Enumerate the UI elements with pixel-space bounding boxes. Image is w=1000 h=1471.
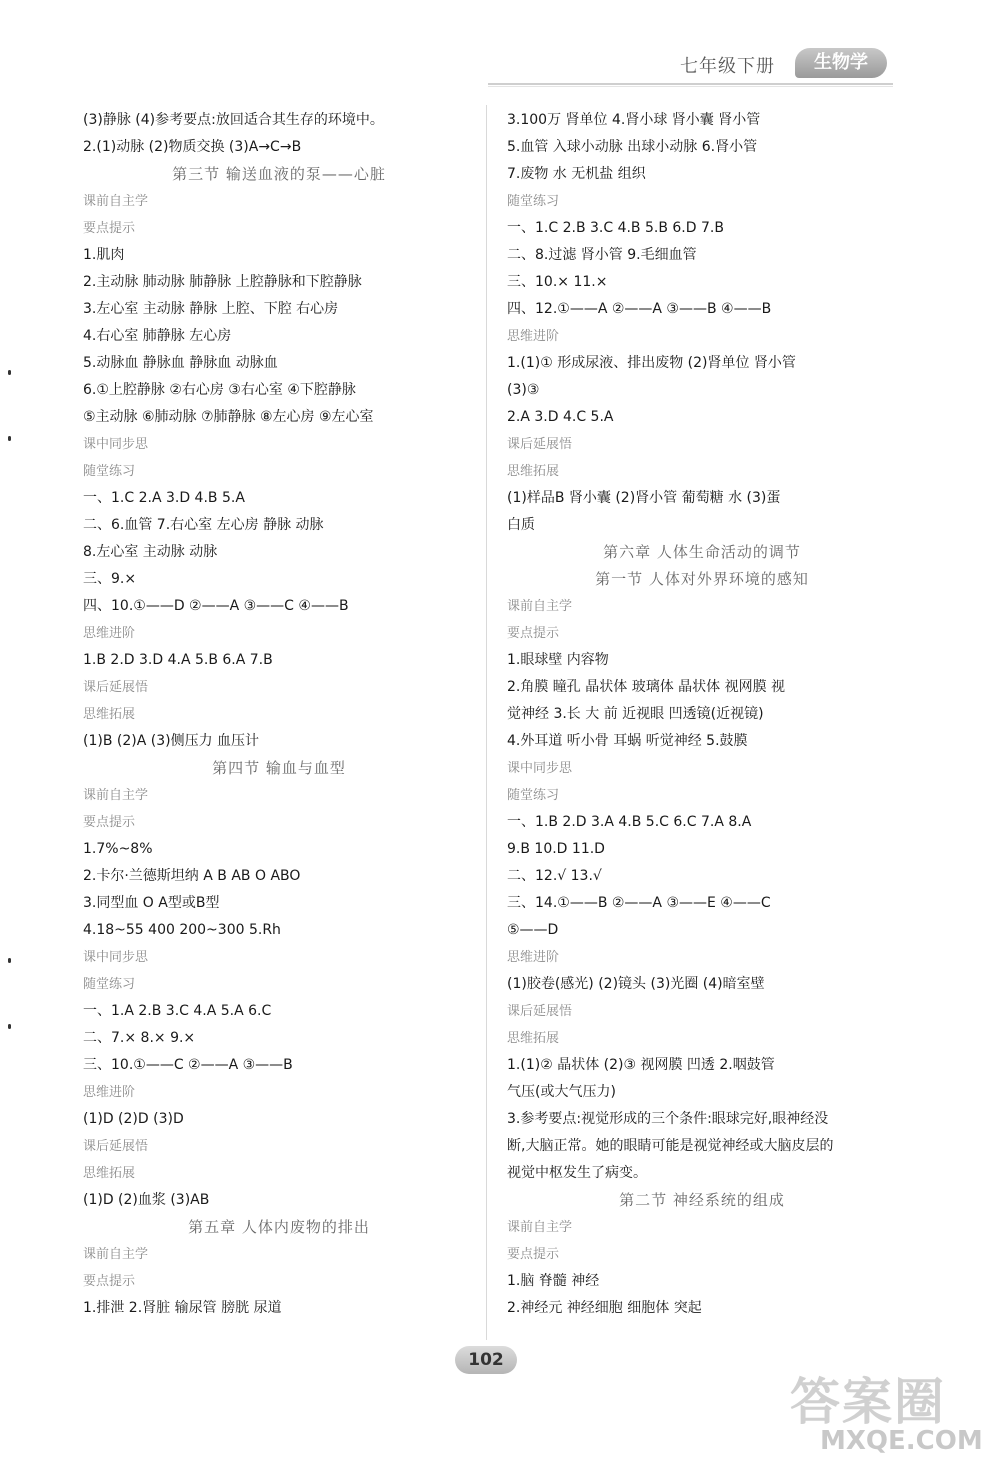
subsection-label: 思维进阶 <box>83 1085 136 1100</box>
subsection-label: 思维拓展 <box>83 707 136 722</box>
answer-line: 2.角膜 瞳孔 晶状体 玻璃体 晶状体 视网膜 视 <box>507 679 786 695</box>
answer-line: 5.动脉血 静脉血 静脉血 动脉血 <box>83 355 278 371</box>
subsection-label: 思维进阶 <box>507 950 560 965</box>
margin-dot <box>8 1024 11 1029</box>
answer-line: 2.卡尔·兰德斯坦纳 A B AB O ABO <box>83 868 301 884</box>
header-rule-secondary <box>488 86 893 87</box>
answer-line: (1)B (2)A (3)侧压力 血压计 <box>83 733 260 749</box>
answer-line: 1.(1)② 晶状体 (2)③ 视网膜 凹透 2.咽鼓管 <box>507 1057 775 1073</box>
subsection-label: 课前自主学 <box>83 788 149 803</box>
answer-line: 觉神经 3.长 大 前 近视眼 凹透镜(近视镜) <box>507 706 764 722</box>
answer-line: 1.眼球壁 内容物 <box>507 652 609 668</box>
answer-line: 1.7%~8% <box>83 841 153 857</box>
answer-line: 三、9.× <box>83 571 137 587</box>
subsection-label: 课中同步思 <box>83 950 149 965</box>
subsection-label: 思维拓展 <box>507 464 560 479</box>
margin-dot <box>8 436 11 441</box>
subsection-label: 要点提示 <box>83 1274 136 1289</box>
answer-line: 二、12.√ 13.√ <box>507 868 602 884</box>
answer-line: 8.左心室 主动脉 动脉 <box>83 544 218 560</box>
answer-line: 一、1.C 2.A 3.D 4.B 5.A <box>83 490 245 506</box>
answer-line: 气压(或大气压力) <box>507 1084 616 1100</box>
answer-line: 3.左心室 主动脉 静脉 上腔、下腔 右心房 <box>83 301 339 317</box>
answer-line: 1.肌肉 <box>83 247 125 263</box>
section-heading: 第六章 人体生命活动的调节 <box>603 543 801 561</box>
answer-line: (3)③ <box>507 382 540 398</box>
subsection-label: 课后延展悟 <box>507 437 573 452</box>
watermark-url: MXQE.COM <box>820 1426 983 1456</box>
answer-line: ⑤主动脉 ⑥肺动脉 ⑦肺静脉 ⑧左心房 ⑨左心室 <box>83 409 374 425</box>
right-column <box>507 107 897 1322</box>
answer-line: 一、1.A 2.B 3.C 4.A 5.A 6.C <box>83 1003 272 1019</box>
left-column <box>83 107 475 1322</box>
subsection-label: 思维拓展 <box>83 1166 136 1181</box>
answer-line: (1)D (2)D (3)D <box>83 1111 184 1127</box>
answer-line: (1)D (2)血浆 (3)AB <box>83 1192 210 1208</box>
answer-line: 1.B 2.D 3.D 4.A 5.B 6.A 7.B <box>83 652 273 668</box>
answer-line: ⑤——D <box>507 922 559 938</box>
header-subject-badge: 生物学 <box>795 48 887 78</box>
answer-line: 二、8.过滤 肾小管 9.毛细血管 <box>507 247 697 263</box>
subsection-label: 随堂练习 <box>83 464 136 479</box>
answer-line: 1.排泄 2.肾脏 输尿管 膀胱 尿道 <box>83 1300 282 1316</box>
answer-line: 三、10.× 11.× <box>507 274 608 290</box>
answer-line: 3.100万 肾单位 4.肾小球 肾小囊 肾小管 <box>507 112 761 128</box>
section-heading: 第二节 神经系统的组成 <box>619 1191 785 1209</box>
page-number: 102 <box>455 1346 517 1374</box>
section-heading: 第五章 人体内废物的排出 <box>188 1218 370 1236</box>
subsection-label: 课中同步思 <box>507 761 573 776</box>
answer-line: 2.A 3.D 4.C 5.A <box>507 409 614 425</box>
section-heading: 第四节 输血与血型 <box>212 759 346 777</box>
margin-dot <box>8 958 11 963</box>
answer-line: 2.主动脉 肺动脉 肺静脉 上腔静脉和下腔静脉 <box>83 274 362 290</box>
answer-line: 白质 <box>507 517 535 533</box>
subsection-label: 要点提示 <box>507 626 560 641</box>
answer-line: (1)样品B 肾小囊 (2)肾小管 葡萄糖 水 (3)蛋 <box>507 490 781 506</box>
answer-line: 断,大脑正常。她的眼睛可能是视觉神经或大脑皮层的 <box>507 1138 834 1154</box>
answer-line: 一、1.B 2.D 3.A 4.B 5.C 6.C 7.A 8.A <box>507 814 752 830</box>
answer-line: 4.外耳道 听小骨 耳蜗 听觉神经 5.鼓膜 <box>507 733 748 749</box>
answer-line: 3.参考要点:视觉形成的三个条件:眼球完好,眼神经没 <box>507 1111 829 1127</box>
subsection-label: 课中同步思 <box>83 437 149 452</box>
answer-line: 6.①上腔静脉 ②右心房 ③右心室 ④下腔静脉 <box>83 382 356 398</box>
answer-line: (3)静脉 (4)参考要点:放回适合其生存的环境中。 <box>83 112 384 128</box>
subsection-label: 随堂练习 <box>507 788 560 803</box>
answer-line: 9.B 10.D 11.D <box>507 841 605 857</box>
subsection-label: 思维拓展 <box>507 1031 560 1046</box>
answer-line: 7.废物 水 无机盐 组织 <box>507 166 646 182</box>
subsection-label: 课后延展悟 <box>83 680 149 695</box>
section-heading: 第三节 输送血液的泵——心脏 <box>172 165 386 183</box>
subsection-label: 课前自主学 <box>507 1220 573 1235</box>
subsection-label: 课前自主学 <box>507 599 573 614</box>
section-heading: 第一节 人体对外界环境的感知 <box>595 570 809 588</box>
subsection-label: 要点提示 <box>507 1247 560 1262</box>
subsection-label: 课后延展悟 <box>507 1004 573 1019</box>
answer-line: 视觉中枢发生了病变。 <box>507 1165 647 1181</box>
answer-line: 4.18~55 400 200~300 5.Rh <box>83 922 281 938</box>
header-rule <box>488 83 893 85</box>
answer-line: 2.神经元 神经细胞 细胞体 突起 <box>507 1300 702 1316</box>
answer-line: 三、14.①——B ②——A ③——E ④——C <box>507 895 771 911</box>
subsection-label: 要点提示 <box>83 815 136 830</box>
header-grade: 七年级下册 <box>680 56 775 77</box>
margin-dot <box>8 370 11 375</box>
subsection-label: 随堂练习 <box>83 977 136 992</box>
subsection-label: 要点提示 <box>83 221 136 236</box>
answer-line: 4.右心室 肺静脉 左心房 <box>83 328 232 344</box>
answer-line: 四、10.①——D ②——A ③——C ④——B <box>83 598 349 614</box>
answer-line: 1.(1)① 形成尿液、排出废物 (2)肾单位 肾小管 <box>507 355 796 371</box>
subsection-label: 随堂练习 <box>507 194 560 209</box>
answer-line: 5.血管 入球小动脉 出球小动脉 6.肾小管 <box>507 139 758 155</box>
subsection-label: 课前自主学 <box>83 194 149 209</box>
subsection-label: 课前自主学 <box>83 1247 149 1262</box>
answer-line: 1.脑 脊髓 神经 <box>507 1273 600 1289</box>
answer-line: 四、12.①——A ②——A ③——B ④——B <box>507 301 772 317</box>
answer-line: 2.(1)动脉 (2)物质交换 (3)A→C→B <box>83 139 302 155</box>
subsection-label: 课后延展悟 <box>83 1139 149 1154</box>
answer-line: 二、7.× 8.× 9.× <box>83 1030 196 1046</box>
subsection-label: 思维进阶 <box>507 329 560 344</box>
answer-line: 二、6.血管 7.右心室 左心房 静脉 动脉 <box>83 517 324 533</box>
column-divider <box>486 105 487 1340</box>
watermark-logo-text: 答案圈 <box>790 1373 946 1431</box>
answer-line: (1)胶卷(感光) (2)镜头 (3)光圈 (4)暗室壁 <box>507 976 765 992</box>
watermark <box>790 1362 990 1467</box>
answer-line: 3.同型血 O A型或B型 <box>83 895 220 911</box>
answer-line: 一、1.C 2.B 3.C 4.B 5.B 6.D 7.B <box>507 220 724 236</box>
answer-line: 三、10.①——C ②——A ③——B <box>83 1057 293 1073</box>
subsection-label: 思维进阶 <box>83 626 136 641</box>
